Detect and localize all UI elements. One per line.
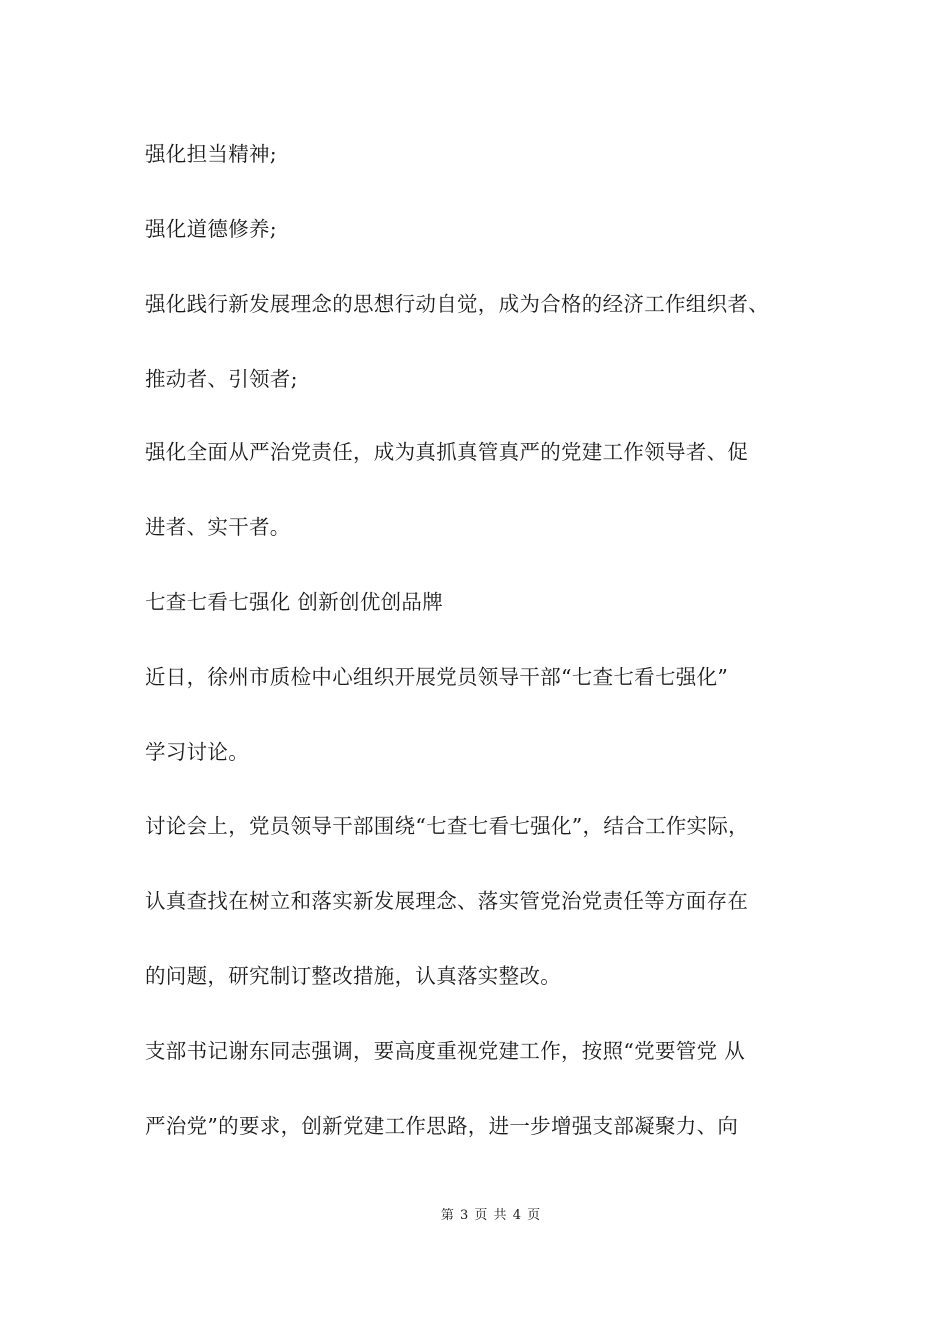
text-line-party-governance-1: 强化全面从严治党责任，成为真抓真管真严的党建工作领导者、促	[145, 440, 749, 464]
text-line-discussion-2: 认真查找在树立和落实新发展理念、落实管党治党责任等方面存在	[145, 889, 749, 913]
text-line-news-intro-2: 学习讨论。	[145, 740, 249, 764]
text-line-strengthen-morality: 强化道德修养;	[145, 217, 278, 241]
text-line-discussion-1: 讨论会上，党员领导干部围绕“七查七看七强化”，结合工作实际，	[145, 814, 749, 838]
page-number-footer: 第 3 页 共 4 页	[440, 1208, 542, 1223]
text-line-news-intro-1: 近日，徐州市质检中心组织开展党员领导干部“七查七看七强化”	[145, 665, 729, 689]
text-line-new-development-1: 强化践行新发展理念的思想行动自觉，成为合格的经济工作组织者、	[145, 292, 769, 316]
section-heading: 七查七看七强化 创新创优创品牌	[145, 590, 444, 614]
text-line-secretary-2: 严治党”的要求，创新党建工作思路，进一步增强支部凝聚力、向	[145, 1114, 739, 1138]
text-line-new-development-2: 推动者、引领者;	[145, 367, 298, 391]
text-line-strengthen-responsibility: 强化担当精神;	[145, 142, 278, 166]
text-line-secretary-1: 支部书记谢东同志强调，要高度重视党建工作，按照“党要管党 从	[145, 1039, 745, 1063]
text-line-discussion-3: 的问题，研究制订整改措施，认真落实整改。	[145, 964, 561, 988]
text-line-party-governance-2: 进者、实干者。	[145, 515, 291, 539]
